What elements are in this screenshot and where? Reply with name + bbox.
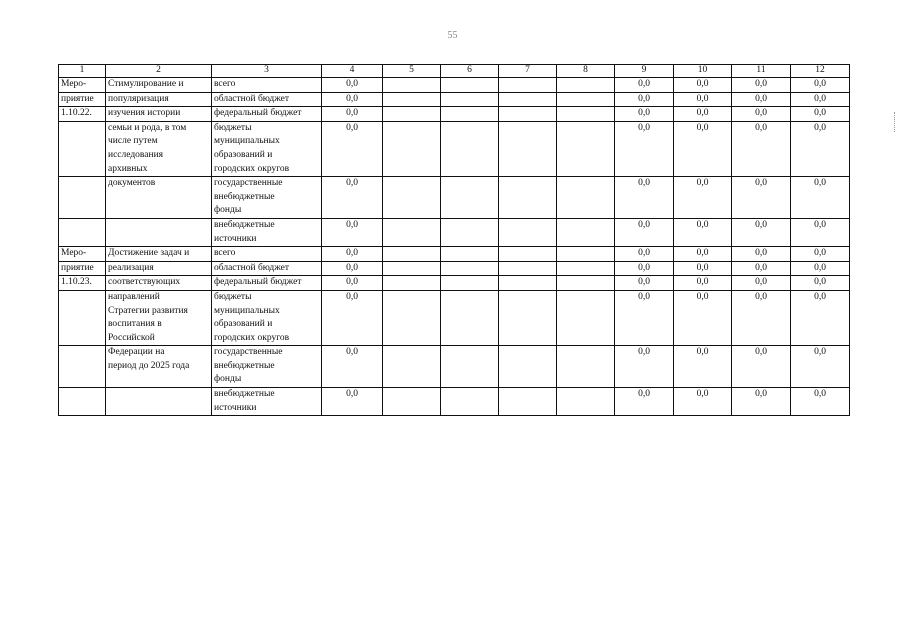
funding-source-cell-line: образований и xyxy=(214,319,273,330)
measure-id-cell xyxy=(59,346,106,388)
measure-id-cell xyxy=(59,121,106,176)
value-cell-6 xyxy=(441,388,499,416)
funding-source-cell-line: всего xyxy=(214,79,236,89)
value-cell-5 xyxy=(383,218,441,246)
value-cell-6 xyxy=(441,92,499,107)
value-cell-10: 0,0 xyxy=(674,276,732,291)
funding-source-cell-line: муниципальных xyxy=(214,305,280,316)
measure-id-cell xyxy=(59,177,106,219)
value-cell-9: 0,0 xyxy=(615,346,674,388)
value-cell-8 xyxy=(557,261,615,276)
column-header: 12 xyxy=(791,65,850,78)
value-cell-4: 0,0 xyxy=(322,276,383,291)
value-cell-12: 0,0 xyxy=(791,177,850,219)
value-cell-5 xyxy=(383,261,441,276)
table-row xyxy=(59,121,850,176)
funding-source-cell xyxy=(212,261,322,276)
measure-name-cell xyxy=(106,346,212,388)
measure-name-cell xyxy=(106,388,212,416)
measure-id-cell xyxy=(59,92,106,107)
value-cell-11: 0,0 xyxy=(732,177,791,219)
value-cell-9: 0,0 xyxy=(615,261,674,276)
measure-name-cell-line: Стратегии развития xyxy=(108,305,188,316)
measure-id-cell xyxy=(59,107,106,122)
value-cell-10: 0,0 xyxy=(674,78,732,93)
measure-name-cell-line: реализация xyxy=(108,262,154,273)
value-cell-8 xyxy=(557,247,615,262)
value-cell-12: 0,0 xyxy=(791,218,850,246)
measure-name-cell-line: исследования xyxy=(108,149,164,160)
measure-name-cell xyxy=(106,107,212,122)
measure-id-cell-line: приятие xyxy=(61,262,94,273)
value-cell-4: 0,0 xyxy=(322,78,383,93)
value-cell-4: 0,0 xyxy=(322,290,383,345)
value-cell-10: 0,0 xyxy=(674,177,732,219)
value-cell-8 xyxy=(557,388,615,416)
value-cell-11: 0,0 xyxy=(732,121,791,176)
value-cell-11: 0,0 xyxy=(732,388,791,416)
column-header: 8 xyxy=(557,65,615,78)
value-cell-9: 0,0 xyxy=(615,107,674,122)
value-cell-7 xyxy=(499,276,557,291)
table-row xyxy=(59,388,850,416)
funding-source-cell xyxy=(212,78,322,93)
measure-id-cell-line: 1.10.23. xyxy=(61,277,92,288)
funding-source-cell xyxy=(212,177,322,219)
measure-id-cell xyxy=(59,388,106,416)
measure-name-cell xyxy=(106,261,212,276)
table-row xyxy=(59,218,850,246)
funding-source-cell-line: внебюджетные xyxy=(214,219,275,230)
table-row xyxy=(59,247,850,262)
value-cell-9: 0,0 xyxy=(615,290,674,345)
measure-name-cell-line: числе путем xyxy=(108,136,158,147)
measure-id-cell-line: Меро- xyxy=(61,79,87,89)
funding-source-cell-line: внебюджетные xyxy=(214,389,275,400)
value-cell-6 xyxy=(441,177,499,219)
value-cell-11: 0,0 xyxy=(732,346,791,388)
value-cell-5 xyxy=(383,92,441,107)
funding-source-cell-line: всего xyxy=(214,248,236,259)
column-header: 11 xyxy=(732,65,791,78)
value-cell-12: 0,0 xyxy=(791,92,850,107)
value-cell-11: 0,0 xyxy=(732,276,791,291)
value-cell-6 xyxy=(441,276,499,291)
value-cell-4: 0,0 xyxy=(322,346,383,388)
funding-source-cell-line: внебюджетные xyxy=(214,360,275,371)
value-cell-6 xyxy=(441,121,499,176)
table-row xyxy=(59,107,850,122)
value-cell-11: 0,0 xyxy=(732,261,791,276)
funding-source-cell-line: фонды xyxy=(214,205,242,216)
value-cell-11: 0,0 xyxy=(732,290,791,345)
measure-name-cell-line: период до 2025 года xyxy=(108,360,190,371)
value-cell-7 xyxy=(499,107,557,122)
value-cell-7 xyxy=(499,218,557,246)
value-cell-12: 0,0 xyxy=(791,247,850,262)
funding-source-cell-line: государственные xyxy=(214,347,283,358)
value-cell-4: 0,0 xyxy=(322,218,383,246)
column-header: 1 xyxy=(59,65,106,78)
value-cell-11: 0,0 xyxy=(732,78,791,93)
value-cell-9: 0,0 xyxy=(615,276,674,291)
value-cell-6 xyxy=(441,346,499,388)
funding-source-cell-line: источники xyxy=(214,233,257,244)
table-row xyxy=(59,92,850,107)
measure-id-cell xyxy=(59,218,106,246)
value-cell-5 xyxy=(383,247,441,262)
value-cell-11: 0,0 xyxy=(732,218,791,246)
value-cell-4: 0,0 xyxy=(322,107,383,122)
table-row xyxy=(59,177,850,219)
value-cell-10: 0,0 xyxy=(674,290,732,345)
value-cell-7 xyxy=(499,92,557,107)
value-cell-8 xyxy=(557,290,615,345)
value-cell-8 xyxy=(557,92,615,107)
value-cell-5 xyxy=(383,177,441,219)
column-header: 6 xyxy=(441,65,499,78)
measure-id-cell xyxy=(59,276,106,291)
measure-id-cell-line: 1.10.22. xyxy=(61,108,92,119)
value-cell-5 xyxy=(383,276,441,291)
measure-name-cell xyxy=(106,218,212,246)
value-cell-12: 0,0 xyxy=(791,121,850,176)
funding-source-cell-line: бюджеты xyxy=(214,291,252,302)
value-cell-11: 0,0 xyxy=(732,92,791,107)
measure-name-cell xyxy=(106,177,212,219)
funding-source-cell-line: городских округов xyxy=(214,163,290,174)
value-cell-10: 0,0 xyxy=(674,92,732,107)
value-cell-7 xyxy=(499,247,557,262)
column-header: 5 xyxy=(383,65,441,78)
value-cell-12: 0,0 xyxy=(791,107,850,122)
value-cell-10: 0,0 xyxy=(674,388,732,416)
page-number: 55 xyxy=(447,30,458,41)
value-cell-7 xyxy=(499,177,557,219)
funding-source-cell-line: федеральный бюджет xyxy=(214,108,302,119)
value-cell-5 xyxy=(383,107,441,122)
column-header: 9 xyxy=(615,65,674,78)
measure-id-cell-line: приятие xyxy=(61,93,94,104)
value-cell-9: 0,0 xyxy=(615,177,674,219)
measure-name-cell xyxy=(106,78,212,93)
measure-id-cell xyxy=(59,247,106,262)
value-cell-8 xyxy=(557,78,615,93)
measure-name-cell-line: Федерации на xyxy=(108,347,165,358)
value-cell-10: 0,0 xyxy=(674,107,732,122)
budget-table xyxy=(58,64,850,416)
measure-name-cell-line: архивных xyxy=(108,163,148,174)
value-cell-7 xyxy=(499,261,557,276)
value-cell-9: 0,0 xyxy=(615,78,674,93)
value-cell-6 xyxy=(441,107,499,122)
value-cell-6 xyxy=(441,78,499,93)
value-cell-11: 0,0 xyxy=(732,107,791,122)
value-cell-9: 0,0 xyxy=(615,121,674,176)
funding-source-cell xyxy=(212,121,322,176)
measure-name-cell-line: Российской xyxy=(108,332,155,343)
table-row xyxy=(59,276,850,291)
value-cell-4: 0,0 xyxy=(322,388,383,416)
value-cell-5 xyxy=(383,346,441,388)
funding-source-cell-line: внебюджетные xyxy=(214,191,275,202)
value-cell-8 xyxy=(557,177,615,219)
value-cell-4: 0,0 xyxy=(322,92,383,107)
scan-artifact xyxy=(894,112,897,132)
measure-name-cell-line: Достижение задач и xyxy=(108,248,190,259)
value-cell-8 xyxy=(557,218,615,246)
table-row xyxy=(59,346,850,388)
measure-name-cell-line: популяризация xyxy=(108,93,169,104)
measure-name-cell-line: воспитания в xyxy=(108,319,162,330)
measure-name-cell-line: направлений xyxy=(108,291,160,302)
measure-name-cell xyxy=(106,247,212,262)
value-cell-4: 0,0 xyxy=(322,177,383,219)
value-cell-10: 0,0 xyxy=(674,121,732,176)
funding-source-cell-line: федеральный бюджет xyxy=(214,277,302,288)
measure-id-cell-line: Меро- xyxy=(61,248,87,259)
measure-name-cell xyxy=(106,290,212,345)
value-cell-7 xyxy=(499,290,557,345)
measure-name-cell xyxy=(106,276,212,291)
table-row xyxy=(59,78,850,93)
funding-source-cell xyxy=(212,388,322,416)
value-cell-7 xyxy=(499,121,557,176)
value-cell-6 xyxy=(441,290,499,345)
measure-id-cell xyxy=(59,78,106,93)
value-cell-4: 0,0 xyxy=(322,261,383,276)
value-cell-12: 0,0 xyxy=(791,78,850,93)
value-cell-11: 0,0 xyxy=(732,247,791,262)
value-cell-4: 0,0 xyxy=(322,121,383,176)
table-row xyxy=(59,261,850,276)
column-header: 2 xyxy=(106,65,212,78)
value-cell-8 xyxy=(557,346,615,388)
measure-id-cell xyxy=(59,261,106,276)
value-cell-7 xyxy=(499,78,557,93)
value-cell-5 xyxy=(383,121,441,176)
measure-name-cell xyxy=(106,121,212,176)
value-cell-7 xyxy=(499,346,557,388)
value-cell-9: 0,0 xyxy=(615,92,674,107)
value-cell-12: 0,0 xyxy=(791,346,850,388)
value-cell-12: 0,0 xyxy=(791,290,850,345)
value-cell-5 xyxy=(383,290,441,345)
value-cell-9: 0,0 xyxy=(615,388,674,416)
value-cell-4: 0,0 xyxy=(322,247,383,262)
funding-source-cell xyxy=(212,107,322,122)
measure-name-cell-line: соответствующих xyxy=(108,277,181,288)
value-cell-9: 0,0 xyxy=(615,247,674,262)
funding-source-cell-line: областной бюджет xyxy=(214,262,290,273)
value-cell-8 xyxy=(557,276,615,291)
column-header: 10 xyxy=(674,65,732,78)
funding-source-cell xyxy=(212,218,322,246)
measure-name-cell-line: Стимулирование и xyxy=(108,79,184,89)
funding-source-cell-line: городских округов xyxy=(214,332,290,343)
value-cell-10: 0,0 xyxy=(674,261,732,276)
value-cell-12: 0,0 xyxy=(791,276,850,291)
value-cell-5 xyxy=(383,388,441,416)
funding-source-cell xyxy=(212,346,322,388)
value-cell-12: 0,0 xyxy=(791,388,850,416)
funding-source-cell-line: муниципальных xyxy=(214,136,280,147)
funding-source-cell-line: образований и xyxy=(214,149,273,160)
measure-name-cell-line: изучения истории xyxy=(108,108,181,119)
value-cell-6 xyxy=(441,218,499,246)
column-header: 7 xyxy=(499,65,557,78)
funding-source-cell xyxy=(212,247,322,262)
value-cell-8 xyxy=(557,121,615,176)
value-cell-10: 0,0 xyxy=(674,346,732,388)
value-cell-10: 0,0 xyxy=(674,218,732,246)
funding-source-cell xyxy=(212,290,322,345)
funding-source-cell-line: источники xyxy=(214,402,257,413)
funding-source-cell-line: областной бюджет xyxy=(214,93,290,104)
value-cell-7 xyxy=(499,388,557,416)
measure-name-cell xyxy=(106,92,212,107)
value-cell-6 xyxy=(441,261,499,276)
measure-name-cell-line: документов xyxy=(108,178,156,189)
funding-source-cell-line: государственные xyxy=(214,178,283,189)
measure-id-cell xyxy=(59,290,106,345)
funding-source-cell-line: бюджеты xyxy=(214,122,252,133)
value-cell-6 xyxy=(441,247,499,262)
column-header: 3 xyxy=(212,65,322,78)
funding-source-cell-line: фонды xyxy=(214,374,242,385)
funding-source-cell xyxy=(212,92,322,107)
header-row xyxy=(59,65,850,78)
value-cell-12: 0,0 xyxy=(791,261,850,276)
column-header: 4 xyxy=(322,65,383,78)
value-cell-10: 0,0 xyxy=(674,247,732,262)
measure-name-cell-line: семьи и рода, в том xyxy=(108,122,187,133)
value-cell-8 xyxy=(557,107,615,122)
value-cell-9: 0,0 xyxy=(615,218,674,246)
table-row xyxy=(59,290,850,345)
value-cell-5 xyxy=(383,78,441,93)
funding-source-cell xyxy=(212,276,322,291)
